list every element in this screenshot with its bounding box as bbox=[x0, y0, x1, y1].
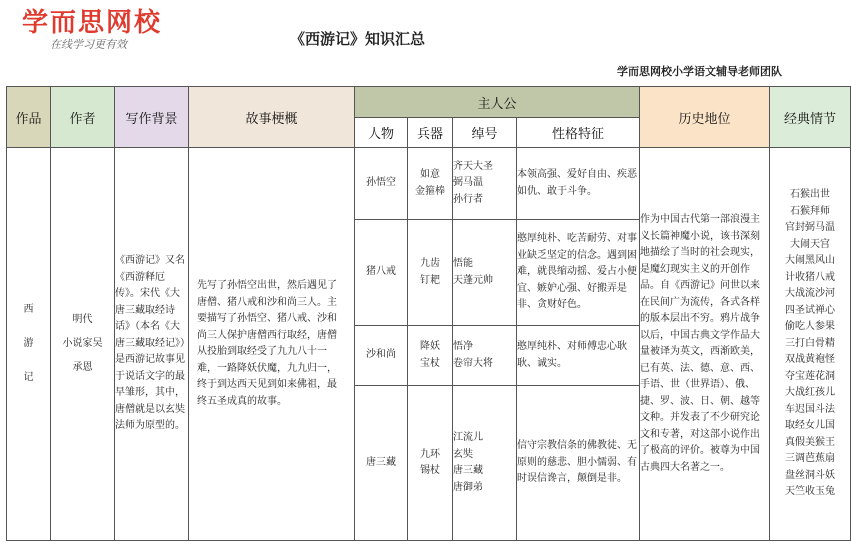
summary-table bbox=[6, 86, 851, 541]
header-author: 作者 bbox=[51, 87, 115, 148]
history-cell: 作为中国古代第一部浪漫主义长篇神魔小说，该书深刻地描绘了当时的社会现实，是魔幻现实主义的开创作品。自《西游记》问世以来在民间广为流传，各式各样的版本层出不穷。鸦片战争以后，中国古典文学作品大量被译为英文，西渐欧美，已有英、法、德、意、西、手语、世（世界语）、俄、捷、罗、波、日、朝、越等文种。并发表了不少研究论文和专著，对这部小说作出了极高的评价。被尊为中国古典四大名著之一。 bbox=[640, 148, 770, 541]
character-nickname: 悟净 卷帘大将 bbox=[453, 326, 517, 386]
background-cell: 《西游记》又名《西游释厄传》。宋代《大唐三藏取经诗话》（本名《大唐三藏取经记》）是西游记故事见于说话文字的最早雏形，其中，唐僧就是以玄奘法师为原型的。 bbox=[115, 148, 189, 541]
character-trait: 信守宗教信条的佛教徒、无原则的慈悲、胆小懦弱、有时误信谗言，颠倒是非。 bbox=[517, 386, 640, 541]
character-trait: 憨厚纯朴、吃苦耐劳、对事业缺乏坚定的信念。遇到困难，就畏缩动摇、爱占小便宜、嫉妒心强、好搬弄是非、贪财好色。 bbox=[517, 220, 640, 326]
page-title: 《西游记》知识汇总 bbox=[290, 30, 426, 48]
character-name: 孙悟空 bbox=[355, 148, 408, 220]
header-story: 故事梗概 bbox=[189, 87, 355, 148]
header-classic: 经典情节 bbox=[770, 87, 851, 148]
story-cell: 先写了孙悟空出世，然后遇见了唐僧、猪八戒和沙和尚三人。主要描写了孙悟空、猪八戒、沙和尚三人保护唐僧西行取经，唐僧从投胎到取经受了九九八十一难，一路降妖伏魔，九九归一，终于到达西天见到如来佛祖，最终五圣成真的故事。 bbox=[189, 148, 355, 541]
character-weapon: 降妖 宝杖 bbox=[408, 326, 453, 386]
character-name: 猪八戒 bbox=[355, 220, 408, 326]
author-team: 学而思网校小学语文辅导老师团队 bbox=[617, 65, 782, 78]
character-name: 唐三藏 bbox=[355, 386, 408, 541]
character-nickname: 悟能 天蓬元帅 bbox=[453, 220, 517, 326]
table-row bbox=[7, 148, 851, 220]
character-weapon: 九环 锡杖 bbox=[408, 386, 453, 541]
header-row bbox=[7, 87, 851, 118]
header-nickname: 绰号 bbox=[453, 118, 517, 148]
header-main-characters: 主人公 bbox=[355, 87, 640, 118]
header-weapon: 兵器 bbox=[408, 118, 453, 148]
classic-cell: 石猴出世 石猴拜师 官封弼马温 大闹天宫 大闹黑风山 计收猪八戒 大战流沙河 四圣试禅心 偷吃人参果 三打白骨精 双战黄袍怪 夺宝莲花洞 大战红孩儿 车迟国斗法 取经女儿国 真假美猴王 三调芭蕉扇 盘丝洞斗妖 天竺收玉兔 bbox=[770, 148, 851, 541]
brand-logo bbox=[22, 8, 182, 52]
character-trait: 憨厚纯朴、对师傅忠心耿耿、诚实。 bbox=[517, 326, 640, 386]
logo-wordmark: 学而思网校 bbox=[22, 8, 163, 38]
author-cell: 明代 小说家吴 承恩 bbox=[51, 148, 115, 541]
header-history: 历史地位 bbox=[640, 87, 770, 148]
header-work: 作品 bbox=[7, 87, 51, 148]
header-background: 写作背景 bbox=[115, 87, 189, 148]
character-nickname: 江流儿 玄奘 唐三藏 唐御弟 bbox=[453, 386, 517, 541]
character-name: 沙和尚 bbox=[355, 326, 408, 386]
work-name: 西 游 记 bbox=[7, 148, 51, 541]
header-personality: 性格特征 bbox=[517, 118, 640, 148]
character-weapon: 九齿 钉耙 bbox=[408, 220, 453, 326]
header-character: 人物 bbox=[355, 118, 408, 148]
character-weapon: 如意 金箍棒 bbox=[408, 148, 453, 220]
logo-slogan: 在线学习更有效 bbox=[50, 38, 127, 51]
character-trait: 本领高强、爱好自由、疾恶如仇、敢于斗争。 bbox=[517, 148, 640, 220]
character-nickname: 齐天大圣 弼马温 孙行者 bbox=[453, 148, 517, 220]
